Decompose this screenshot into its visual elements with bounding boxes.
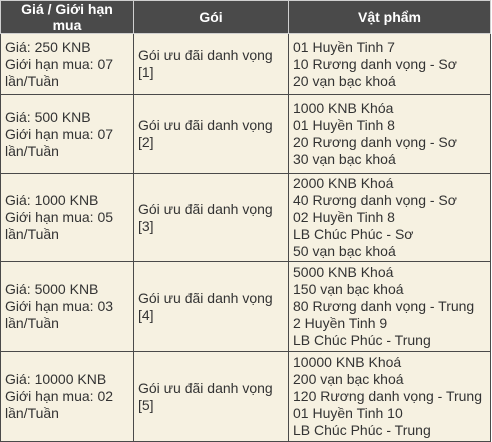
item-line: LB Chúc Phúc - Trung (293, 422, 431, 438)
limit-text: Giới hạn mua: 07 lần/Tuần (5, 125, 114, 159)
items-cell (289, 174, 491, 262)
price-limit-cell (1, 34, 134, 95)
table-row (1, 174, 491, 262)
item-line: 200 vạn bạc khoá (293, 371, 404, 387)
item-line: 50 vạn bạc khoá (293, 243, 396, 259)
price-text: Giá: 5000 KNB (5, 281, 99, 297)
items-cell (289, 34, 491, 95)
limit-text: Giới hạn mua: 03 lần/Tuần (5, 298, 114, 331)
item-line: 40 Rương danh vọng - Sơ (293, 192, 457, 208)
item-line: 150 vạn bạc khoá (293, 281, 404, 297)
package-cell: Gói ưu đãi danh vọng [4] (134, 262, 289, 352)
package-cell: Gói ưu đãi danh vọng [2] (134, 95, 289, 174)
price-text: Giá: 1000 KNB (5, 192, 99, 208)
item-line: LB Chúc Phúc - Sơ (293, 226, 414, 242)
package-cell: Gói ưu đãi danh vọng [1] (134, 34, 289, 95)
header-items: Vật phẩm (289, 1, 491, 34)
table-header-row (1, 1, 491, 34)
item-line: 01 Huyền Tinh 10 (293, 405, 403, 421)
package-cell: Gói ưu đãi danh vọng [3] (134, 174, 289, 262)
item-line: 5000 KNB Khoá (293, 264, 394, 280)
table-row (1, 262, 491, 352)
item-line: 20 vạn bạc khoá (293, 72, 396, 89)
items-cell (289, 262, 491, 352)
header-price-limit: Giá / Giới hạn mua (1, 1, 134, 34)
item-line: 10000 KNB Khoá (293, 354, 402, 370)
limit-text: Giới hạn mua: 07 lần/Tuần (5, 55, 114, 89)
item-line: 120 Rương danh vọng - Trung (293, 388, 483, 404)
limit-text: Giới hạn mua: 02 lần/Tuần (5, 388, 114, 421)
price-limit-cell (1, 262, 134, 352)
item-line: 2 Huyền Tinh 9 (293, 315, 388, 331)
item-line: 01 Huyền Tinh 8 (293, 117, 395, 133)
item-line: 10 Rương danh vọng - Sơ (293, 55, 457, 72)
table-row (1, 34, 491, 95)
price-text: Giá: 250 KNB (5, 38, 91, 55)
package-cell: Gói ưu đãi danh vọng [5] (134, 352, 289, 442)
items-cell (289, 352, 491, 442)
item-line: 2000 KNB Khoá (293, 175, 394, 191)
item-line: 02 Huyền Tinh 8 (293, 209, 395, 225)
item-line: 30 vạn bạc khoá (293, 151, 396, 167)
item-line: 80 Rương danh vọng - Trung (293, 298, 475, 314)
item-line: 01 Huyền Tinh 7 (293, 38, 395, 55)
price-limit-cell (1, 95, 134, 174)
item-line: 20 Rương danh vọng - Sơ (293, 134, 457, 150)
price-limit-cell (1, 174, 134, 262)
limit-text: Giới hạn mua: 05 lần/Tuần (5, 209, 114, 242)
price-text: Giá: 500 KNB (5, 108, 91, 125)
price-limit-cell (1, 352, 134, 442)
table-row (1, 352, 491, 442)
item-line: LB Chúc Phúc - Trung (293, 332, 431, 348)
item-line: 1000 KNB Khóa (293, 100, 394, 116)
price-text: Giá: 10000 KNB (5, 371, 107, 387)
table-row (1, 95, 491, 174)
header-package: Gói (134, 1, 289, 34)
items-cell (289, 95, 491, 174)
